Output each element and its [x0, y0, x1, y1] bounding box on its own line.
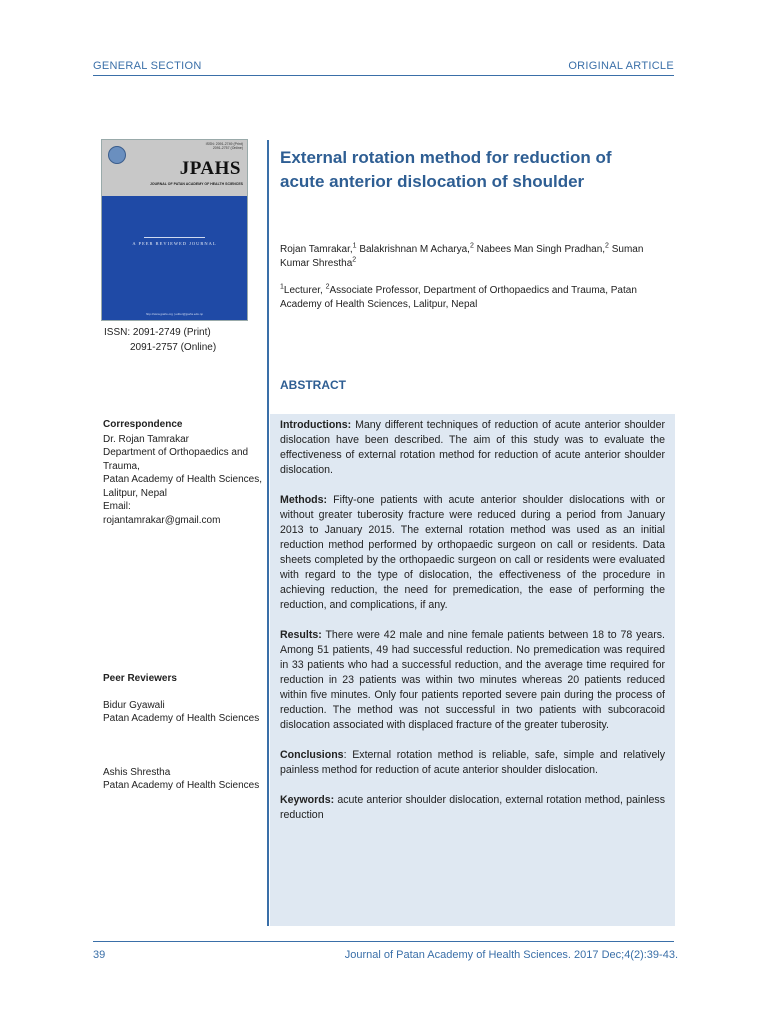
affiliation: $^1$Lecturer, $^2$Associate Professor, Department of Orthopaedics and Trauma, Patan Academy of Health Sciences, Lalitpur, Nepal: [280, 283, 637, 310]
author-name: Suman Kumar Shrestha: [280, 244, 644, 269]
issn-block: [104, 325, 216, 355]
author-list: Rojan Tamrakar,$^1$ Balakrishnan M Acharya,$^2$ Nabees Man Singh Pradhan,$^2$ Suman Kumar Shrestha$^2$: [280, 242, 644, 269]
reviewer-affiliation: Patan Academy of Health Sciences: [103, 780, 260, 791]
cover-footer: http://www.jpahs.org | editor@jpahs.edu.np: [145, 312, 204, 316]
cover-issn: ISSN: 2091-2749 (Print) 2091-2757 (Online): [205, 142, 243, 150]
author-name: Rojan Tamrakar,: [280, 244, 353, 255]
cover-blue-panel: [102, 196, 247, 320]
page-number: 39: [93, 949, 106, 961]
peer-reviewers-block: [103, 672, 263, 793]
issn-print: ISSN: 2091-2749 (Print): [104, 327, 211, 338]
journal-citation: Journal of Patan Academy of Health Sciences. 2017 Dec;4(2):39-43.: [344, 949, 678, 961]
reviewer-name: Ashis Shrestha: [103, 766, 171, 778]
author-name: Balakrishnan M Acharya,: [356, 244, 470, 255]
abstract-conclusions: Conclusions: External rotation method is reliable, safe, simple and relatively painless method for reduction of acute anterior shoulder dislocation.: [280, 749, 665, 776]
article-title: External rotation method for reduction of acute anterior dislocation of shoulder: [280, 148, 612, 191]
correspondence-heading: Correspondence: [103, 419, 183, 430]
cover-subtitle: JOURNAL OF PATAN ACADEMY OF HEALTH SCIENCES: [149, 182, 243, 186]
abstract-keywords: Keywords: acute anterior shoulder dislocation, external rotation method, painless reduction: [280, 794, 665, 821]
cover-title: JPAHS: [179, 158, 241, 179]
correspondence-block: Correspondence Dr. Rojan Tamrakar Department of Orthopaedics and Trauma, Patan Academy of Health Sciences, Lalitpur, Nepal Email: rojantamrakar@gmail.com: [103, 419, 262, 526]
article-type-label: ORIGINAL ARTICLE: [568, 60, 674, 72]
header-rule: [93, 75, 674, 76]
issn-online: 2091-2757 (Online): [130, 342, 217, 353]
correspondence-email: rojantamrakar@gmail.com: [103, 514, 221, 526]
journal-cover: [101, 139, 248, 321]
reviewer-affiliation: Patan Academy of Health Sciences: [103, 713, 260, 724]
footer-rule: [93, 941, 674, 942]
abstract-heading: ABSTRACT: [280, 378, 346, 392]
abstract-body: [280, 418, 665, 838]
abstract-methods: Methods: Fifty-one patients with acute anterior shoulder dislocations with or without greater tuberosity fracture were reduced during a period from January 2013 to January 2015. The external rotation method was used as an initial reduction method performed by orthopaedic surgeon on call or residents. Data sheets completed by the orthopaedic surgeon on call or residents were evaluated with regard to the type of dislocation, the effectiveness of the procedure in achieving reduction, the need for premedication, the ease of performing the reduction, and complications, if any.: [280, 494, 665, 611]
cover-tagline: A PEER REVIEWED JOURNAL: [132, 241, 217, 246]
section-label: GENERAL SECTION: [93, 60, 202, 72]
column-divider: [267, 140, 269, 926]
reviewer-name: Bidur Gyawali: [103, 699, 165, 711]
author-name: Nabees Man Singh Pradhan,: [473, 244, 606, 255]
abstract-introduction: Introductions: Many different techniques of reduction of acute anterior shoulder dislocation have been described. The aim of this study was to evaluate the effectiveness of external rotation method for reduction of acute anterior shoulder dislocation.: [280, 419, 665, 476]
cover-divider: [144, 237, 205, 238]
peer-reviewers-heading: Peer Reviewers: [103, 673, 177, 684]
abstract-results: Results: There were 42 male and nine female patients between 18 to 78 years. Among 51 patients, 49 had successful reduction. No premedication was required in 33 patients who had a successful reduction, and the average time required for reduction in 23 patients was within two minutes whereas 20 patients reduced within five minutes. Only four patients reported severe pain during the process of reduction. The method was not successful in two patients with subcoracoid dislocation associated with displaced fracture of the greater tuberosity.: [280, 629, 665, 731]
